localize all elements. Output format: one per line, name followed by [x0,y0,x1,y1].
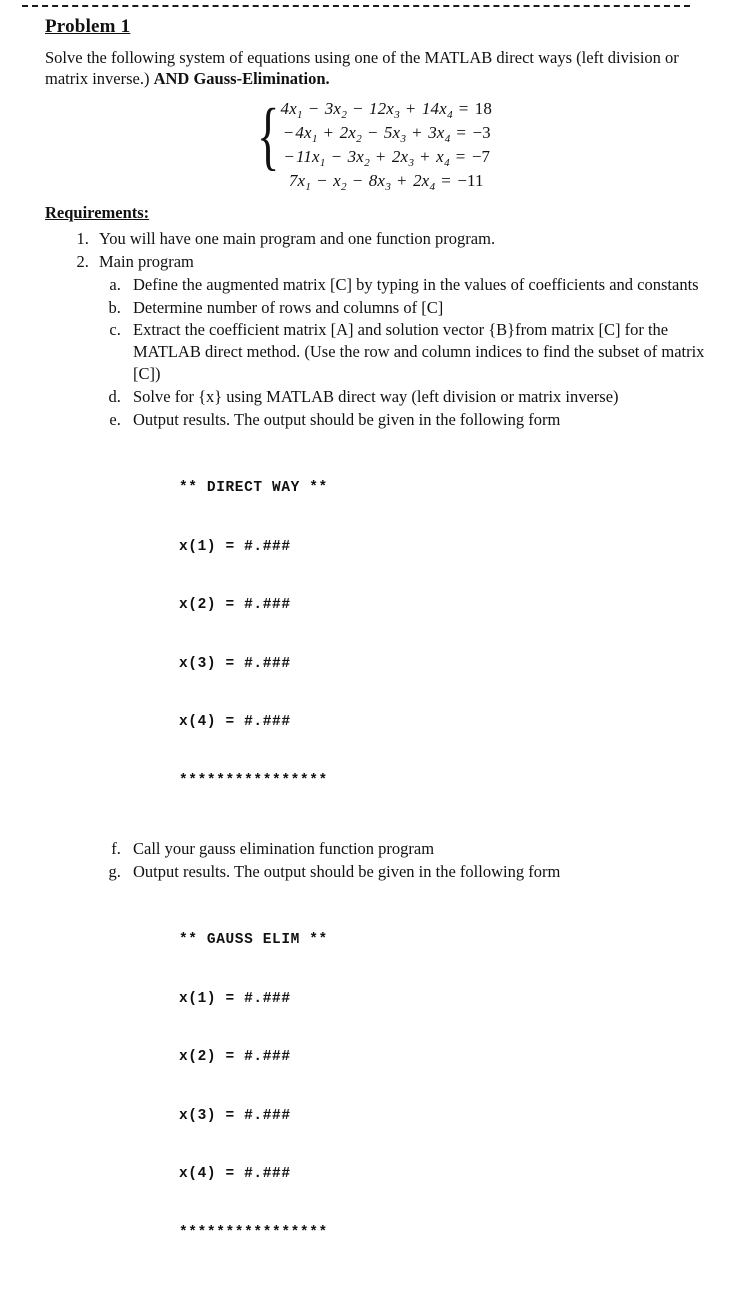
requirement-subitem-e-label: Output results. The output should be given in the following form [133,410,561,430]
problem-statement [45,47,695,90]
requirement-subitem-f [125,838,705,860]
requirement-subitem-b [125,297,705,319]
gauss-elim-line-2: x(2) = #.### [179,1049,291,1066]
equation-row-3: − $11x_1 - 3x_2 + 2x_3 + x_4 = -7$ [284,146,491,169]
requirements-sublist-a-e [99,274,705,1282]
top-dashed-rule [22,5,690,7]
requirement-subitem-g [125,861,705,1282]
requirements-heading: Requirements: [45,202,150,222]
gauss-elim-footer: **************** [179,1224,328,1241]
requirement-subitem-b-label: Determine number of rows and columns of [C] [133,297,444,317]
requirement-subitem-d-label: Solve for {x} using MATLAB direct way (left division or matrix inverse) [133,387,619,407]
page-title: Problem 1 [45,16,131,37]
problem-statement-emphasis: AND Gauss-Elimination. [153,69,330,89]
direct-way-line-4: x(4) = #.### [179,714,291,731]
problem-statement-text: Solve the following system of equations using one of the MATLAB direct ways (left division or matrix inverse.) [45,47,679,89]
requirement-item-1-label: You will have one main program and one function program. [99,228,496,248]
equation-row-2: − $4x_1 + 2x_2 - 5x_3 + 3x_4 = -3$ [283,122,491,145]
requirement-item-2-label: Main program [99,251,194,271]
requirements-list [45,228,705,1282]
document-content [45,16,705,1290]
requirement-subitem-c-label: Extract the coefficient matrix [A] and solution vector {B}from matrix [C] for the MATLAB direct method. (Use the row and column indices to find the subset of matrix [C]) [133,320,705,384]
gauss-elim-output-block [133,892,705,1282]
requirement-subitem-g-label: Output results. The output should be given in the following form [133,862,561,882]
gauss-elim-line-4: x(4) = #.### [179,1166,291,1183]
direct-way-line-1: x(1) = #.### [179,538,291,555]
left-brace: { [256,93,280,178]
gauss-elim-header: ** GAUSS ELIM ** [179,932,328,949]
equation-row-1: $4x_1 - 3x_2 - 12x_3 + 14x_4 = 18$ [280,98,492,121]
requirement-subitem-a [125,274,705,296]
equation-row-4: $7x_1 - x_2 - 8x_3 + 2x_4 = -11$ [288,170,484,193]
requirement-subitem-f-label: Call your gauss elimination function program [133,839,435,859]
requirement-subitem-c [125,319,705,385]
gauss-elim-line-1: x(1) = #.### [179,990,291,1007]
direct-way-output-block [133,440,705,830]
gauss-elim-line-3: x(3) = #.### [179,1107,291,1124]
requirement-item-1 [93,228,705,250]
direct-way-footer: **************** [179,772,328,789]
direct-way-line-3: x(3) = #.### [179,655,291,672]
requirement-subitem-e [125,409,705,830]
direct-way-line-2: x(2) = #.### [179,597,291,614]
equation-system [45,93,705,194]
direct-way-header: ** DIRECT WAY ** [179,480,328,497]
requirement-subitem-d [125,386,705,408]
requirement-item-2 [93,251,705,1282]
requirement-subitem-a-label: Define the augmented matrix [C] by typing in the values of coefficients and constants [133,274,699,294]
